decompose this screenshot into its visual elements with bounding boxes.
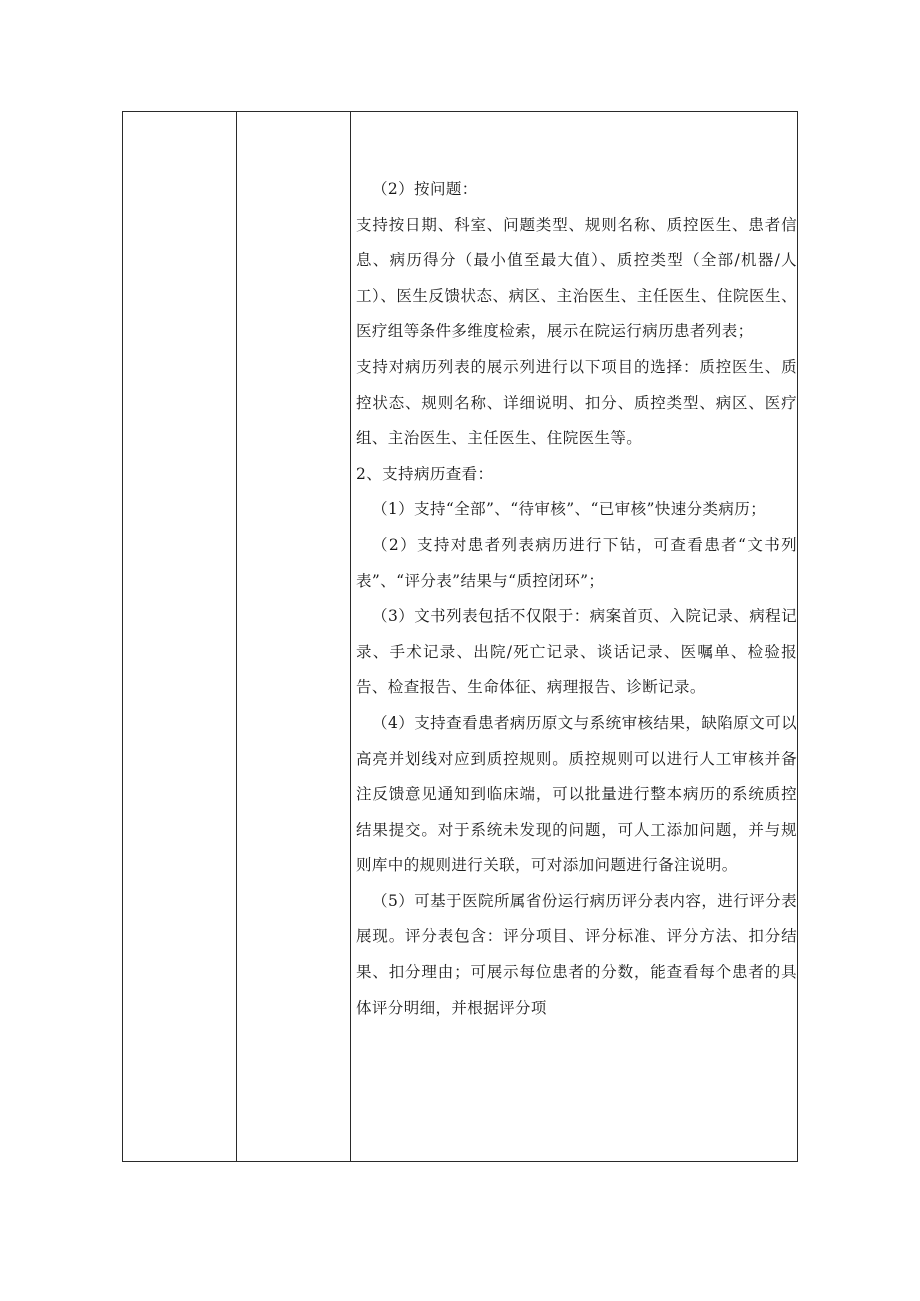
- section-heading-by-issue: （2）按问题：: [372, 180, 478, 198]
- column-divider-2: [350, 112, 351, 1161]
- classification-paragraph: （1）支持“全部”、“待审核”、“已审核”快速分类病历；: [372, 500, 767, 519]
- document-list-paragraph: （3）文书列表包括不仅限于：病案首页、入院记录、病程记录、手术记录、出院/死亡记录、谈话记录、医嘱单、检验报告、检查报告、生命体征、病理报告、诊断记录。: [356, 607, 797, 697]
- scoring-table-paragraph: （5）可基于医院所属省份运行病历评分表内容，进行评分表展现。评分表包含：评分项目、评分标准、评分方法、扣分结果、扣分理由；可展示每位患者的分数，能查看每个患者的具体评分明细，并根据评分项: [356, 891, 797, 1017]
- audit-result-paragraph: （4）支持查看患者病历原文与系统审核结果，缺陷原文可以高亮并划线对应到质控规则。质控规则可以进行人工审核并备注反馈意见通知到临床端，可以批量进行整本病历的系统质控结果提交。对于系统未发现的问题，可人工添加问题，并与规则库中的规则进行关联，可对添加问题进行备注说明。: [356, 713, 797, 875]
- requirement-content-cell: [356, 172, 797, 1026]
- section-heading-record-view: 2、支持病历查看：: [356, 464, 494, 483]
- column-divider-1: [236, 112, 237, 1161]
- search-criteria-paragraph: 支持按日期、科室、问题类型、规则名称、质控医生、患者信息、病历得分（最小值至最大值）、质控类型（全部/机器/人工）、医生反馈状态、病区、主治医生、主任医生、住院医生、医疗组等条件多维度检索，展示在院运行病历患者列表；: [356, 215, 797, 341]
- drilldown-paragraph: （2）支持对患者列表病历进行下钻，可查看患者“文书列表”、“评分表”结果与“质控闭环”；: [356, 535, 797, 590]
- display-columns-paragraph: 支持对病历列表的展示列进行以下项目的选择：质控医生、质控状态、规则名称、详细说明、扣分、质控类型、病区、医疗组、主治医生、主任医生、住院医生等。: [356, 357, 797, 448]
- requirements-table: [122, 111, 798, 1162]
